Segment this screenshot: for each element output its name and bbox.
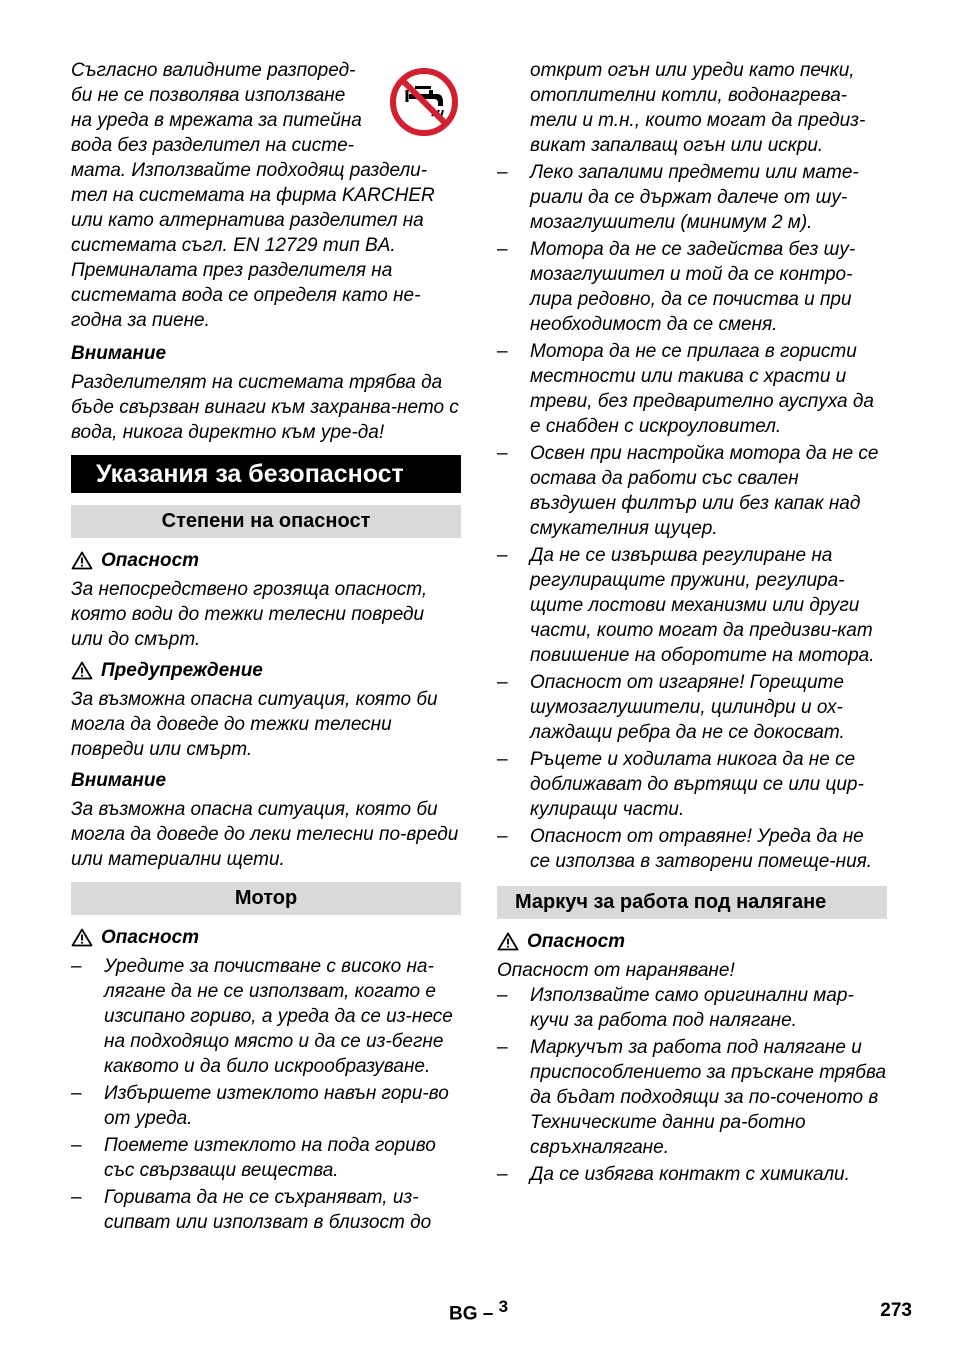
list-item [497,441,887,541]
warning-triangle-icon [497,932,519,951]
intro-line: системата съгл. EN 12729 тип BA. [71,235,396,256]
dash-bullet: – [71,1187,82,1208]
dash-bullet: – [71,1083,82,1104]
intro-line: Преминалата през разделителя на [71,260,393,281]
list-item [497,824,887,874]
warning-text: За възможна опасна ситуация, която би могла да доведе до тежки телесни повреди или смърт. [71,689,438,760]
list-item [497,670,887,745]
engine-danger-list [71,954,461,1235]
intro-line: мата. Използвайте подходящ раздели- [71,160,428,181]
warning-triangle-icon [71,928,93,947]
list-item-text: Да не се извършва регулиране на регулиращите пружини, регулира-щите лостови механизми или други части, които могат да предизви-кат повишение на оборотите на мотора. [530,545,875,666]
list-item [71,954,461,1079]
dash-bullet: – [71,956,82,977]
warning-triangle-icon [71,551,93,570]
list-item [497,983,887,1033]
dash-bullet: – [497,1037,508,1058]
warning-heading [71,658,461,683]
list-item [497,160,887,235]
caution-text: За възможна опасна ситуация, която би могла да доведе до леки телесни по-вреди или материални щети. [71,799,459,870]
hose-danger-heading [497,929,887,954]
list-item [71,1133,461,1183]
engine-danger-heading-text: Опасност [101,927,200,948]
caution-heading [71,768,461,793]
attention-heading-text: Внимание [71,343,167,364]
list-item [71,1081,461,1131]
engine-danger-heading [71,925,461,950]
intro-line: Съгласно валидните разпоред- [71,60,356,81]
list-item-text: Освен при настройка мотора да не се остава да работи със свален въздушен филтър или без капак над смукателния щуцер. [530,443,879,539]
dash-bullet: – [497,672,508,693]
list-item-text: Леко запалими предмети или мате-риали да се държат далече от шу-мозаглушители (минимум 2 м). [530,162,859,233]
intro-line: вода без разделител на систе- [71,135,354,156]
list-item [497,1162,887,1187]
list-item-text: Опасност от отравяне! Уреда да не се използва в затворени помеще-ния. [530,826,873,872]
intro-line: би не се позволява използване [71,85,346,106]
footer-section-label [449,1297,508,1325]
list-item-text: Маркучът за работа под налягане и приспособлението за пръскане трябва да бъдат подходящи за по-соченото в Техническите данни ра-ботно свръхналягане. [530,1037,887,1158]
warning-heading-text: Предупреждение [101,660,263,681]
dash-bullet: – [497,239,508,260]
list-item-text: Горивата да не се съхраняват, из-сипват или използват в близост до [104,1187,432,1233]
intro-line: на уреда в мрежата за питейна [71,110,362,131]
list-item [497,747,887,822]
intro-line: системата вода се определя като не- [71,285,421,306]
engine-title: Мотор [71,882,461,915]
list-item [497,1035,887,1160]
list-item-text: Използвайте само оригинални мар-кучи за работа под налягане. [530,985,854,1031]
no-drinking-water-icon [389,64,459,140]
danger-text: За непосредствено грозяща опасност, която води до тежки телесни повреди или до смърт. [71,579,428,650]
dash-bullet: – [497,985,508,1006]
dash-bullet: – [497,162,508,183]
dash-bullet: – [497,341,508,362]
list-item-text: Уредите за почистване с високо на-лягане да не се използват, когато е изсипано гориво, а уреда да се из-несе на подходящо място и да се из-бегне каквото и да било искрообразуване. [104,956,453,1077]
intro-line: тел на системата на фирма KARCHER [71,185,435,206]
danger-heading [71,548,461,573]
attention-heading [71,341,461,366]
list-item [497,543,887,668]
dash-bullet: – [497,1164,508,1185]
hazard-levels-title: Степени на опасност [71,505,461,538]
left-column [71,58,461,1237]
list-item [497,339,887,439]
list-item-text: Мотора да не се прилага в гористи местности или такива с храсти и треви, без предварително ауспуха да е снабден с искроуловител. [530,341,874,437]
drinking-water-notice [71,58,461,333]
list-item [71,1185,461,1235]
attention-text: Разделителят на системата трябва да бъде свързван винаги към захранва-нето с вода, никога директно към уре-да! [71,372,459,443]
caution-heading-text: Внимание [71,770,167,791]
danger-heading-text: Опасност [101,550,200,571]
list-item-text: Поемете изтеклото на пода гориво със свързващи вещества. [104,1135,436,1181]
hose-danger-heading-text: Опасност [527,931,626,952]
list-item-text: Мотора да не се задейства без шу-мозаглушител и той да се контро-лира редовно, да се почиства и при необходимост да се сменя. [530,239,856,335]
list-item [497,237,887,337]
list-item-continuation: открит огън или уреди като печки, отоплителни котли, водонагрева-тели и т.н., които могат да предиз-викат запалващ огън или искри. [530,60,866,156]
footer-dash: – [482,1303,494,1325]
list-item-text: Опасност от изгаряне! Горещите шумозаглушители, цилиндри и ох-лаждащи ребра да не се докосват. [530,672,845,743]
hose-danger-text: Опасност от нараняване! [497,960,735,981]
dash-bullet: – [497,443,508,464]
list-item-text: Ръцете и ходилата никога да не се доближават до въртящи се или цир-кулиращи части. [530,749,864,820]
safety-instructions-title: Указания за безопасност [71,455,461,493]
list-item-text: Да се избягва контакт с химикали. [530,1164,850,1185]
dash-bullet: – [497,749,508,770]
footer-section-page: 3 [498,1297,509,1316]
page-number: 273 [880,1300,912,1321]
footer-lang: BG [449,1303,478,1325]
engine-danger-list-continued [497,160,887,874]
dash-bullet: – [497,545,508,566]
hose-danger-list [497,983,887,1187]
intro-line: годна за пиене. [71,310,210,331]
pressure-hose-title: Маркуч за работа под налягане [497,886,887,919]
warning-triangle-icon [71,661,93,680]
intro-line: или като алтернатива разделител на [71,210,424,231]
right-column [497,58,887,1189]
list-item-text: Избършете изтеклото навън гори-во от уреда. [104,1083,449,1129]
dash-bullet: – [71,1135,82,1156]
dash-bullet: – [497,826,508,847]
